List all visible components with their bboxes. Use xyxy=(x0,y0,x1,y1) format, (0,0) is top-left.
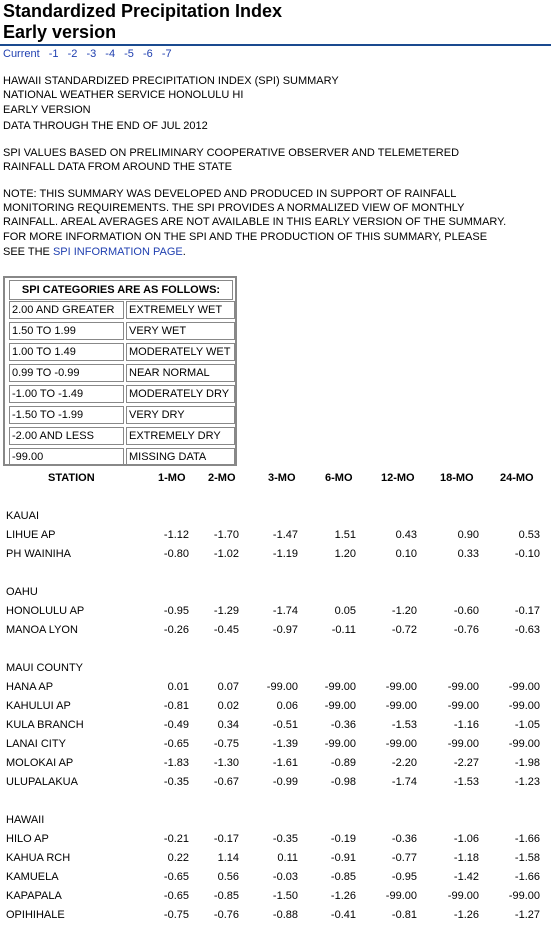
spi-value: -0.65 xyxy=(163,738,189,750)
table-row xyxy=(0,871,551,884)
page-title-line2: Early version xyxy=(3,22,117,42)
spi-value: -1.98 xyxy=(514,757,540,769)
nav-link-minus-1[interactable]: -1 xyxy=(48,48,59,60)
table-row xyxy=(0,700,551,713)
spi-value: 0.56 xyxy=(217,871,239,883)
spi-value: -1.16 xyxy=(453,719,479,731)
spi-value: -99.00 xyxy=(447,681,479,693)
note-line: FOR MORE INFORMATION ON THE SPI AND THE PRODUCTION OF THIS SUMMARY, PLEASE xyxy=(3,231,488,243)
spi-value: -0.76 xyxy=(213,909,239,921)
spi-value: -0.65 xyxy=(163,871,189,883)
category-label: MISSING DATA xyxy=(126,448,235,466)
station-name: KAHULUI AP xyxy=(6,700,71,712)
spi-value: -0.45 xyxy=(213,624,239,636)
region-heading: OAHU xyxy=(6,586,38,598)
station-name: PH WAINIHA xyxy=(6,548,71,560)
spi-value: -1.12 xyxy=(163,529,189,541)
spi-value: 0.07 xyxy=(217,681,239,693)
summary-line: EARLY VERSION xyxy=(3,104,91,116)
spi-value: -1.06 xyxy=(453,833,479,845)
spi-value: -1.53 xyxy=(453,776,479,788)
spi-value: 1.14 xyxy=(217,852,239,864)
spi-value: -0.10 xyxy=(514,548,540,560)
spi-value: -0.49 xyxy=(163,719,189,731)
nav-link-minus-7[interactable]: -7 xyxy=(161,48,172,60)
spi-value: -0.97 xyxy=(272,624,298,636)
spi-value: -0.41 xyxy=(330,909,356,921)
spi-value: -0.17 xyxy=(514,605,540,617)
spi-value: 0.02 xyxy=(217,700,239,712)
spi-value: 0.11 xyxy=(277,852,298,864)
spi-value: -99.00 xyxy=(447,890,479,902)
category-row xyxy=(9,301,235,319)
category-range: 1.50 TO 1.99 xyxy=(9,322,124,340)
table-row xyxy=(0,852,551,865)
spi-value: 0.34 xyxy=(217,719,239,731)
spi-value: 1.51 xyxy=(334,529,356,541)
station-name: OPIHIHALE xyxy=(6,909,65,921)
spi-value: -0.85 xyxy=(330,871,356,883)
spi-value: -0.98 xyxy=(330,776,356,788)
note-line xyxy=(3,246,186,259)
spi-value: 0.43 xyxy=(395,529,417,541)
category-range: -99.00 xyxy=(9,448,124,466)
spi-value: -0.77 xyxy=(391,852,417,864)
spi-value: -99.00 xyxy=(385,700,417,712)
table-row xyxy=(0,776,551,789)
spi-value: -0.99 xyxy=(272,776,298,788)
spi-value: -1.29 xyxy=(213,605,239,617)
spi-value: -0.81 xyxy=(391,909,417,921)
spi-value: -99.00 xyxy=(385,681,417,693)
spi-value: -0.36 xyxy=(391,833,417,845)
nav-link-minus-5[interactable]: -5 xyxy=(124,48,134,60)
spi-value: -99.00 xyxy=(324,681,356,693)
summary-line: DATA THROUGH THE END OF JUL 2012 xyxy=(3,120,208,132)
spi-value: -1.74 xyxy=(391,776,417,788)
summary-line: NATIONAL WEATHER SERVICE HONOLULU HI xyxy=(3,89,244,101)
spi-value: -0.11 xyxy=(331,624,356,636)
spi-value: -99.00 xyxy=(508,890,540,902)
spi-value: -2.27 xyxy=(453,757,479,769)
spi-value: -1.23 xyxy=(514,776,540,788)
spi-value: -0.81 xyxy=(163,700,189,712)
note-line: RAINFALL. AREAL AVERAGES ARE NOT AVAILABLE IN THIS EARLY VERSION OF THE SUMMARY. xyxy=(3,216,507,228)
spi-value: -99.00 xyxy=(508,738,540,750)
category-row xyxy=(9,364,235,382)
category-label: EXTREMELY WET xyxy=(126,301,235,319)
header-rule xyxy=(0,44,551,46)
spi-value: -1.20 xyxy=(391,605,417,617)
spi-value: -99.00 xyxy=(508,681,540,693)
summary-line: HAWAII STANDARDIZED PRECIPITATION INDEX (SPI) SUMMARY xyxy=(3,75,339,87)
spi-value: -1.74 xyxy=(272,605,298,617)
spi-value: -0.65 xyxy=(163,890,189,902)
spi-value: -1.19 xyxy=(272,548,298,560)
table-row xyxy=(0,624,551,637)
column-header: 2-MO xyxy=(208,472,236,484)
note-line: NOTE: THIS SUMMARY WAS DEVELOPED AND PRODUCED IN SUPPORT OF RAINFALL xyxy=(3,188,457,200)
spi-value: 0.01 xyxy=(167,681,189,693)
column-header: 12-MO xyxy=(381,472,415,484)
spi-value: -1.42 xyxy=(453,871,479,883)
spi-value: -0.67 xyxy=(213,776,239,788)
category-range: -1.50 TO -1.99 xyxy=(9,406,124,424)
basis-line: RAINFALL DATA FROM AROUND THE STATE xyxy=(3,161,232,173)
nav-link-minus-3[interactable]: -3 xyxy=(86,48,97,60)
spi-value: -0.17 xyxy=(213,833,239,845)
spi-value: -0.75 xyxy=(213,738,239,750)
spi-value: -0.36 xyxy=(330,719,356,731)
spi-value: -0.91 xyxy=(330,852,356,864)
basis-line: SPI VALUES BASED ON PRELIMINARY COOPERATIVE OBSERVER AND TELEMETERED xyxy=(3,147,460,159)
spi-value: -0.19 xyxy=(330,833,356,845)
table-row xyxy=(0,529,551,542)
spi-value: -99.00 xyxy=(385,890,417,902)
spi-value: -0.80 xyxy=(163,548,189,560)
spi-value: -1.47 xyxy=(272,529,298,541)
spi-value: -1.05 xyxy=(514,719,540,731)
category-label: NEAR NORMAL xyxy=(126,364,235,382)
spi-value: -2.20 xyxy=(391,757,417,769)
spi-value: -0.72 xyxy=(391,624,417,636)
spi-value: -0.21 xyxy=(163,833,189,845)
spi-value: 0.33 xyxy=(457,548,479,560)
table-row xyxy=(0,909,551,922)
table-row xyxy=(0,605,551,618)
station-name: LANAI CITY xyxy=(6,738,66,750)
page-title-line1: Standardized Precipitation Index xyxy=(3,1,283,21)
spi-value: -0.60 xyxy=(453,605,479,617)
spi-value: -99.00 xyxy=(324,700,356,712)
table-row xyxy=(0,738,551,751)
spi-value: -0.95 xyxy=(163,605,189,617)
category-label: MODERATELY DRY xyxy=(126,385,235,403)
station-name: MOLOKAI AP xyxy=(6,757,74,769)
table-row xyxy=(0,833,551,846)
spi-value: -1.83 xyxy=(163,757,189,769)
spi-value: 0.05 xyxy=(334,605,356,617)
spi-value: -1.58 xyxy=(514,852,540,864)
spi-value: -1.61 xyxy=(272,757,298,769)
table-row xyxy=(0,548,551,561)
table-row xyxy=(0,890,551,903)
spi-value: -1.18 xyxy=(453,852,479,864)
station-name: KAPAPALA xyxy=(6,890,62,902)
spi-value: -0.88 xyxy=(272,909,298,921)
note-line: MONITORING REQUIREMENTS. THE SPI PROVIDES A NORMALIZED VIEW OF MONTHLY xyxy=(3,202,465,214)
spi-value: -0.85 xyxy=(213,890,239,902)
spi-value: -0.63 xyxy=(514,624,540,636)
spi-value: -1.26 xyxy=(453,909,479,921)
category-row xyxy=(9,448,235,466)
column-header: STATION xyxy=(48,472,95,484)
region-heading: HAWAII xyxy=(6,814,45,826)
nav-link-current[interactable]: Current xyxy=(3,48,40,60)
nav-link-minus-4[interactable]: -4 xyxy=(105,48,116,60)
spi-value: 0.06 xyxy=(276,700,298,712)
spi-value: -99.00 xyxy=(447,738,479,750)
spi-value: -0.35 xyxy=(272,833,298,845)
station-name: KAMUELA xyxy=(6,871,59,883)
table-row xyxy=(0,681,551,694)
station-name: HILO AP xyxy=(6,833,49,845)
column-header: 1-MO xyxy=(158,472,186,484)
categories-heading: SPI CATEGORIES ARE AS FOLLOWS: xyxy=(9,280,233,300)
spi-value: 1.20 xyxy=(334,548,356,560)
station-name: LIHUE AP xyxy=(6,529,56,541)
region-heading: MAUI COUNTY xyxy=(6,662,83,674)
category-range: 1.00 TO 1.49 xyxy=(9,343,124,361)
spi-value: -1.27 xyxy=(514,909,540,921)
spi-value: 0.90 xyxy=(457,529,479,541)
page-title xyxy=(3,1,282,43)
spi-value: -0.89 xyxy=(330,757,356,769)
spi-value: -99.00 xyxy=(508,700,540,712)
spi-value: -1.30 xyxy=(213,757,239,769)
table-row xyxy=(0,757,551,770)
category-row xyxy=(9,343,235,361)
spi-value: -1.70 xyxy=(213,529,239,541)
category-row xyxy=(9,322,235,340)
category-range: -2.00 AND LESS xyxy=(9,427,124,445)
spi-value: -1.50 xyxy=(272,890,298,902)
station-name: HANA AP xyxy=(6,681,54,693)
spi-value: -1.02 xyxy=(213,548,239,560)
category-label: VERY DRY xyxy=(126,406,235,424)
spi-value: -0.35 xyxy=(163,776,189,788)
column-header: 18-MO xyxy=(440,472,474,484)
spi-value: -0.95 xyxy=(391,871,417,883)
category-label: EXTREMELY DRY xyxy=(126,427,235,445)
version-nav xyxy=(3,48,178,61)
category-row xyxy=(9,406,235,424)
spi-value: -99.00 xyxy=(266,681,298,693)
spi-categories-table xyxy=(3,276,237,466)
category-row xyxy=(9,385,235,403)
nav-link-minus-6[interactable]: -6 xyxy=(142,48,153,60)
spi-value: -1.66 xyxy=(514,871,540,883)
spi-value: -1.66 xyxy=(514,833,540,845)
spi-value: -1.53 xyxy=(391,719,417,731)
column-header: 24-MO xyxy=(500,472,534,484)
spi-value: -99.00 xyxy=(447,700,479,712)
station-name: KULA BRANCH xyxy=(6,719,84,731)
region-heading: KAUAI xyxy=(6,510,40,522)
spi-info-link[interactable]: SPI INFORMATION PAGE xyxy=(52,246,183,258)
category-row xyxy=(9,427,235,445)
station-name: KAHUA RCH xyxy=(6,852,71,864)
category-range: 0.99 TO -0.99 xyxy=(9,364,124,382)
nav-link-minus-2[interactable]: -2 xyxy=(67,48,78,60)
spi-value: -1.26 xyxy=(330,890,356,902)
spi-value: -0.26 xyxy=(163,624,189,636)
station-name: HONOLULU AP xyxy=(6,605,85,617)
note-suffix: . xyxy=(182,246,186,258)
category-label: VERY WET xyxy=(126,322,235,340)
spi-value: -99.00 xyxy=(324,738,356,750)
spi-value: -0.03 xyxy=(272,871,298,883)
spi-value: -99.00 xyxy=(385,738,417,750)
category-label: MODERATELY WET xyxy=(126,343,235,361)
spi-value: 0.10 xyxy=(395,548,417,560)
category-range: -1.00 TO -1.49 xyxy=(9,385,124,403)
spi-value: -0.76 xyxy=(453,624,479,636)
spi-value: -1.39 xyxy=(272,738,298,750)
category-range: 2.00 AND GREATER xyxy=(9,301,124,319)
column-header: 6-MO xyxy=(325,472,353,484)
spi-value: -0.75 xyxy=(163,909,189,921)
station-name: ULUPALAKUA xyxy=(6,776,78,788)
spi-value: -0.51 xyxy=(272,719,298,731)
note-prefix: SEE THE xyxy=(3,246,53,258)
spi-value: 0.53 xyxy=(518,529,540,541)
station-name: MANOA LYON xyxy=(6,624,78,636)
table-row xyxy=(0,719,551,732)
spi-value: 0.22 xyxy=(167,852,189,864)
column-header: 3-MO xyxy=(268,472,296,484)
